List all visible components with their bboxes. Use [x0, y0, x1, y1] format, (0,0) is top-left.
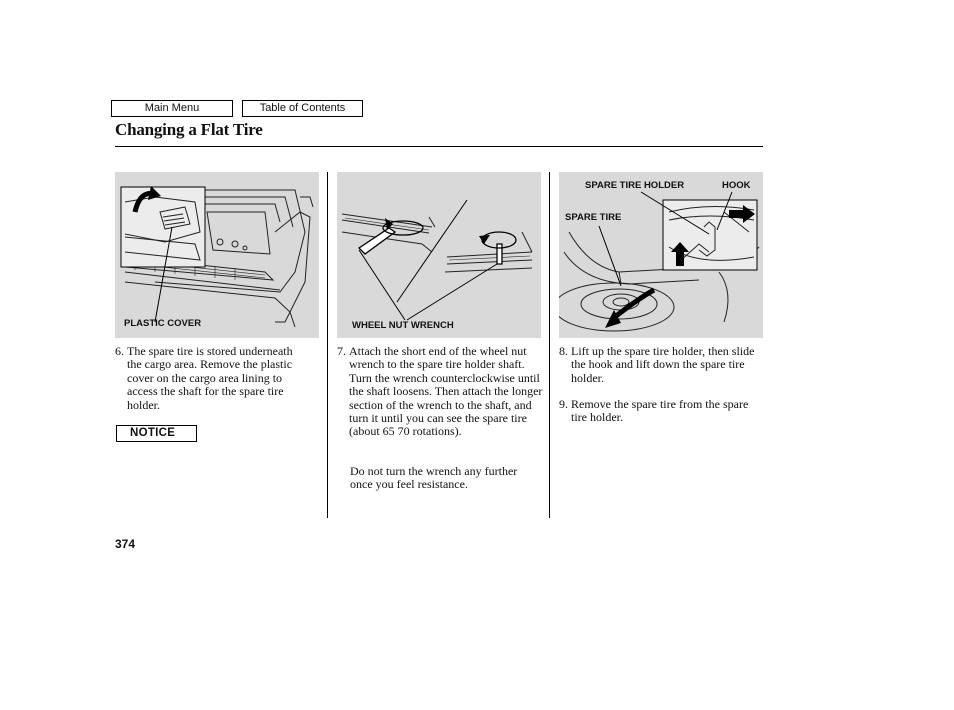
- page-number: 374: [115, 537, 136, 551]
- step-text: Attach the short end of the wheel nut wrench to the spare tire holder shaft. Turn the wrench counterclockwise until the shaft loosens. Then attach the longer section of the wrench to the shaft, and turn it until you can see the spare tire (about 65 70 rotations).: [349, 344, 543, 439]
- step-9: [559, 398, 759, 425]
- main-menu-button[interactable]: Main Menu: [111, 100, 233, 117]
- wrench-illustration: [337, 172, 541, 338]
- label-plastic-cover: PLASTIC COVER: [124, 318, 202, 329]
- step-number: 8.: [559, 344, 568, 358]
- step-text: The spare tire is stored underneath the cargo area. Remove the plastic cover on the cargo area lining to access the shaft for the spare tire holder.: [127, 344, 293, 412]
- spare-tire-holder-illustration: [559, 172, 763, 338]
- cargo-area-illustration: [115, 172, 319, 338]
- column-divider-1: [327, 172, 328, 518]
- figure-spare-tire-holder: [559, 172, 763, 338]
- step-6: [115, 345, 310, 412]
- column-divider-2: [549, 172, 550, 518]
- figure-wheel-nut-wrench: [337, 172, 541, 338]
- label-hook: HOOK: [722, 180, 751, 191]
- page-title: Changing a Flat Tire: [115, 120, 263, 139]
- step-number: 9.: [559, 397, 568, 411]
- step-7-note: Do not turn the wrench any further once you feel resistance.: [350, 464, 518, 492]
- step-number: 6.: [115, 344, 124, 358]
- label-spare-tire-holder: SPARE TIRE HOLDER: [585, 180, 685, 191]
- step-number: 7.: [337, 344, 346, 358]
- step-text: Lift up the spare tire holder, then slide the hook and lift down the spare tire holder.: [571, 344, 755, 385]
- figure-plastic-cover: [115, 172, 319, 338]
- step-8: [559, 345, 759, 385]
- title-divider: [115, 146, 763, 147]
- notice-badge[interactable]: NOTICE: [116, 425, 197, 442]
- step-7: [337, 345, 544, 439]
- label-spare-tire: SPARE TIRE: [565, 212, 622, 223]
- label-wheel-nut-wrench: WHEEL NUT WRENCH: [352, 320, 454, 331]
- step-text: Remove the spare tire from the spare tire holder.: [571, 397, 749, 425]
- table-of-contents-button[interactable]: Table of Contents: [242, 100, 363, 117]
